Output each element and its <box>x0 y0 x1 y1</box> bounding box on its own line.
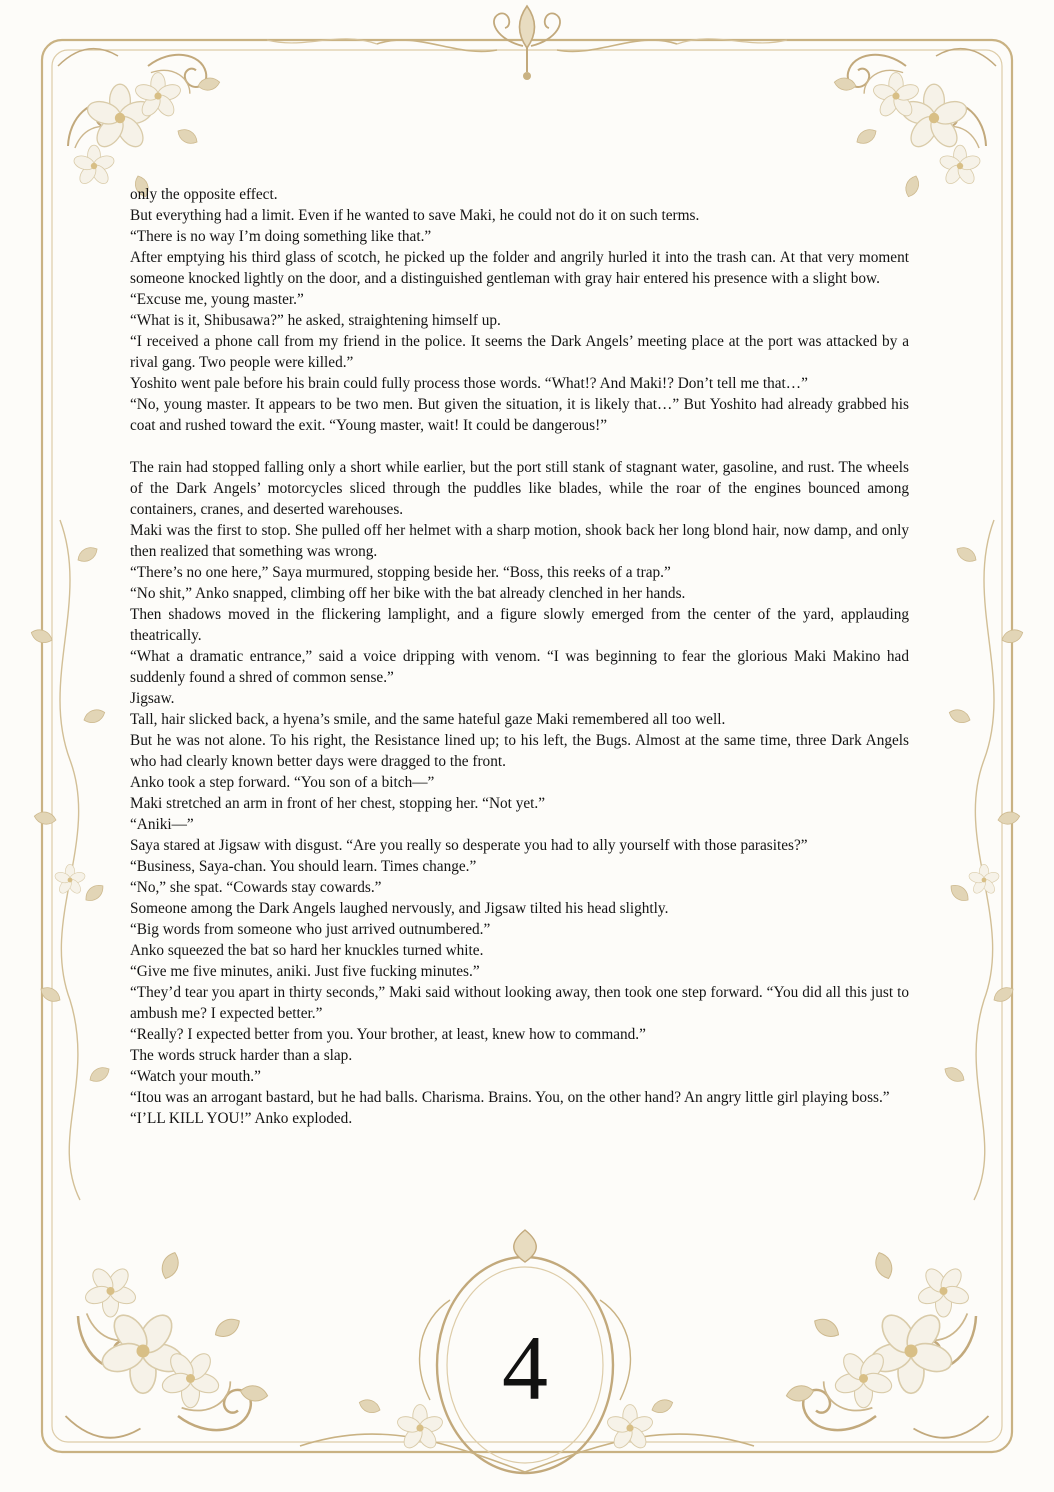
paragraph: “I’LL KILL YOU!” Anko exploded. <box>130 1110 353 1127</box>
paragraph: “Watch your mouth.” <box>130 1068 261 1085</box>
paragraph: The words struck harder than a slap. <box>130 1047 353 1064</box>
paragraph: “Aniki—” <box>130 816 194 833</box>
paragraph: But everything had a limit. Even if he wanted to save Maki, he could not do it on such terms. <box>130 207 700 224</box>
paragraph: “There’s no one here,” Saya murmured, stopping beside her. “Boss, this reeks of a trap.” <box>130 564 671 581</box>
paragraph: “Big words from someone who just arrived outnumbered.” <box>130 921 491 938</box>
top-center-ornament <box>267 6 787 80</box>
paragraph: Yoshito went pale before his brain could fully process those words. “What!? And Maki!? Don’t tell me that…” <box>130 375 808 392</box>
page-number: 4 <box>502 1317 548 1419</box>
bottom-left-corner-ornament <box>64 1250 269 1438</box>
top-right-corner-ornament <box>833 49 997 199</box>
paragraph: “No,” she spat. “Cowards stay cowards.” <box>130 879 382 896</box>
section-break <box>130 436 909 457</box>
paragraph: “No, young master. It appears to be two men. But given the situation, it is likely that…” But Yoshito had already grabbed his coat and rushed toward the exit. “Young master, wait! It could be dangerous!” <box>130 396 909 434</box>
paragraph: Anko squeezed the bat so hard her knuckles turned white. <box>130 942 484 959</box>
paragraph: “Excuse me, young master.” <box>130 291 304 308</box>
paragraph: Maki was the first to stop. She pulled off her helmet with a sharp motion, shook back her long blond hair, now damp, and only then realized that something was wrong. <box>130 522 909 560</box>
paragraph: Then shadows moved in the flickering lamplight, and a figure slowly emerged from the center of the yard, applauding theatrically. <box>130 606 909 644</box>
paragraph: “Business, Saya-chan. You should learn. Times change.” <box>130 858 477 875</box>
paragraph: Saya stared at Jigsaw with disgust. “Are you really so desperate you had to ally yourself with those parasites?” <box>130 837 808 854</box>
paragraph: “What is it, Shibusawa?” he asked, straightening himself up. <box>130 312 501 329</box>
paragraph: “Really? I expected better from you. Your brother, at least, knew how to command.” <box>130 1026 646 1043</box>
paragraph: “Itou was an arrogant bastard, but he had balls. Charisma. Brains. You, on the other hand? An angry little girl playing boss.” <box>130 1089 890 1106</box>
paragraph: Tall, hair slicked back, a hyena’s smile, and the same hateful gaze Maki remembered all too well. <box>130 711 726 728</box>
paragraph: “They’d tear you apart in thirty seconds,” Maki said without looking away, then took one step forward. “You did all this just to ambush me? I expected better.” <box>130 984 909 1022</box>
paragraph: Someone among the Dark Angels laughed nervously, and Jigsaw tilted his head slightly. <box>130 900 669 917</box>
paragraph: only the opposite effect. <box>130 186 278 203</box>
paragraph: Jigsaw. <box>130 690 175 707</box>
bottom-right-corner-ornament <box>785 1250 990 1438</box>
paragraph: “There is no way I’m doing something like that.” <box>130 228 432 245</box>
paragraph: Anko took a step forward. “You son of a bitch—” <box>130 774 435 791</box>
paragraph: “Give me five minutes, aniki. Just five fucking minutes.” <box>130 963 480 980</box>
paragraph: “What a dramatic entrance,” said a voice dripping with venom. “I was beginning to fear the glorious Maki Makino had suddenly found a shred of common sense.” <box>130 648 909 686</box>
paragraph: After emptying his third glass of scotch, he picked up the folder and angrily hurled it into the trash can. At that very moment someone knocked lightly on the door, and a distinguished gentleman with gray hair entered his presence with a slight bow. <box>130 249 909 287</box>
paragraph: “I received a phone call from my friend in the police. It seems the Dark Angels’ meeting place at the port was attacked by a rival gang. Two people were killed.” <box>130 333 909 371</box>
paragraph: Maki stretched an arm in front of her chest, stopping her. “Not yet.” <box>130 795 546 812</box>
top-left-corner-ornament <box>57 49 221 199</box>
paragraph: “No shit,” Anko snapped, climbing off her bike with the bat already clenched in her hands. <box>130 585 686 602</box>
paragraph: But he was not alone. To his right, the Resistance lined up; to his left, the Bugs. Almost at the same time, three Dark Angels who had clearly known better days were dragged to the front. <box>130 732 909 770</box>
story-text <box>130 184 909 1129</box>
paragraph: The rain had stopped falling only a short while earlier, but the port still stank of stagnant water, gasoline, and rust. The wheels of the Dark Angels’ motorcycles sliced through the puddles like blades, while the roar of the engines bounced among containers, cranes, and deserted warehouses. <box>130 459 909 518</box>
